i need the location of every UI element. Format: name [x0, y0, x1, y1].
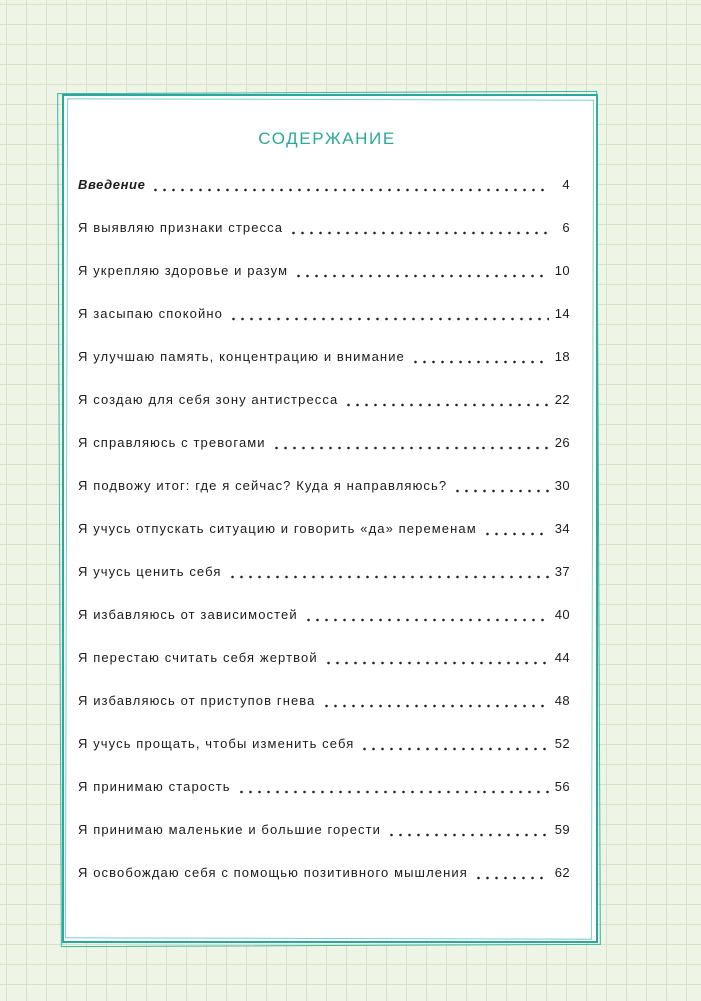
toc-entry-label: Я подвожу итог: где я сейчас? Куда я направляюсь? — [78, 478, 448, 493]
dot-leader — [229, 307, 549, 321]
toc-entry-page: 4 — [562, 177, 570, 192]
toc-entry-page: 6 — [562, 220, 570, 235]
toc-entry-label: Я создаю для себя зону антистресса — [78, 392, 339, 407]
toc-entry[interactable] — [78, 206, 570, 249]
toc-entry-label: Я выявляю признаки стресса — [78, 220, 284, 235]
toc-entry[interactable] — [78, 464, 570, 507]
dot-leader — [360, 737, 548, 751]
toc-entry-label: Я принимаю маленькие и большие горести — [78, 822, 382, 837]
dot-leader — [237, 780, 549, 794]
toc-entry-label: Я избавляюсь от зависимостей — [78, 607, 298, 622]
toc-entry-label: Я освобождаю себя с помощью позитивного мышления — [78, 865, 468, 880]
toc-entry-label: Я учусь ценить себя — [78, 564, 222, 579]
toc-entry[interactable] — [78, 636, 570, 679]
toc-entry[interactable] — [78, 808, 570, 851]
dot-leader — [453, 479, 549, 493]
toc-entry-page: 22 — [554, 392, 570, 407]
toc-entry-label: Я избавляюсь от приступов гнева — [78, 693, 316, 708]
toc-entry-page: 30 — [554, 478, 570, 493]
toc-entry-page: 62 — [554, 865, 570, 880]
toc-entry-label: Я учусь прощать, чтобы изменить себя — [78, 736, 355, 751]
toc-entry[interactable] — [78, 550, 570, 593]
toc-entry[interactable] — [78, 722, 570, 765]
toc-entry-label: Я учусь отпускать ситуацию и говорить «да» переменам — [78, 521, 477, 536]
toc-entry-page: 52 — [554, 736, 570, 751]
toc-entry[interactable] — [78, 679, 570, 722]
dot-leader — [411, 350, 549, 364]
dot-leader — [322, 694, 549, 708]
toc-entry[interactable] — [78, 163, 570, 206]
toc-entry-page: 56 — [554, 779, 570, 794]
toc-entry-label: Введение — [78, 177, 146, 192]
dot-leader — [228, 565, 549, 579]
toc-entry-page: 34 — [554, 521, 570, 536]
toc-entry-label: Я перестаю считать себя жертвой — [78, 650, 318, 665]
toc-entry-page: 26 — [554, 435, 570, 450]
toc-frame — [62, 94, 598, 943]
toc-entry-page: 18 — [554, 349, 570, 364]
toc-entry[interactable] — [78, 507, 570, 550]
toc-entry[interactable] — [78, 335, 570, 378]
dot-leader — [474, 866, 549, 880]
dot-leader — [272, 436, 549, 450]
toc-list — [78, 163, 570, 894]
toc-entry[interactable] — [78, 851, 570, 894]
toc-entry-page: 59 — [554, 822, 570, 837]
toc-entry-page: 37 — [554, 564, 570, 579]
dot-leader — [304, 608, 549, 622]
toc-entry-page: 14 — [554, 306, 570, 321]
toc-entry-page: 48 — [554, 693, 570, 708]
toc-entry[interactable] — [78, 421, 570, 464]
toc-entry-label: Я принимаю старость — [78, 779, 231, 794]
toc-entry[interactable] — [78, 292, 570, 335]
toc-entry-label: Я засыпаю спокойно — [78, 306, 223, 321]
toc-entry[interactable] — [78, 378, 570, 421]
toc-entry-label: Я справляюсь с тревогами — [78, 435, 266, 450]
toc-entry-page: 40 — [554, 607, 570, 622]
toc-entry[interactable] — [78, 593, 570, 636]
toc-entry[interactable] — [78, 249, 570, 292]
toc-entry-page: 44 — [554, 650, 570, 665]
toc-entry-label: Я улучшаю память, концентрацию и внимание — [78, 349, 405, 364]
dot-leader — [294, 264, 549, 278]
dot-leader — [483, 522, 549, 536]
dot-leader — [151, 178, 550, 192]
dot-leader — [387, 823, 549, 837]
dot-leader — [344, 393, 548, 407]
dot-leader — [324, 651, 549, 665]
toc-title: СОДЕРЖАНИЕ — [258, 129, 396, 148]
dot-leader — [289, 221, 550, 235]
toc-entry-label: Я укрепляю здоровье и разум — [78, 263, 289, 278]
toc-entry-page: 10 — [554, 263, 570, 278]
toc-entry[interactable] — [78, 765, 570, 808]
